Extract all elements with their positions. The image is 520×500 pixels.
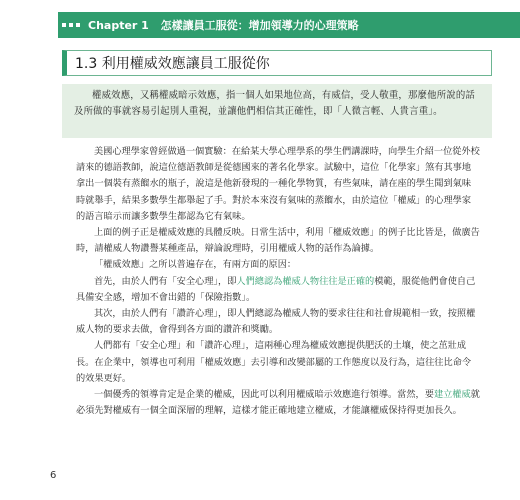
- paragraph-text: 上面的例子正是權威效應的具體反映。日常生活中，利用「權威效應」的例子比比皆是，做廣告時，請權威人物讚譽某種產品，辯論說理時，引用權威人物的話作為論據。: [76, 227, 480, 255]
- body-paragraph: [76, 387, 480, 419]
- chapter-label: Chapter 1: [88, 19, 149, 32]
- paragraph-text: 其次，由於人們有「讚許心理」，即人們總認為權威人物的要求往往和社會規範相一致，按照權威人物的要求去做，會得到各方面的讚許和獎勵。: [76, 308, 476, 336]
- chapter-header-bar: [58, 12, 520, 38]
- body-paragraph: [76, 225, 480, 257]
- chapter-header-text: [88, 17, 359, 33]
- body-text: [76, 144, 480, 419]
- paragraph-text: 首先，由於人們有「安全心理」，即: [94, 275, 237, 287]
- highlighted-text: 人們總認為權威人物往往是正確的: [236, 275, 375, 287]
- highlighted-text: 建立權威: [433, 389, 471, 401]
- header-decoration: [62, 23, 80, 27]
- paragraph-text: 「權威效應」之所以普遍存在，有兩方面的原因：: [94, 259, 297, 271]
- paragraph-text: 人們都有「安全心理」和「讚許心理」，這兩種心理為權威效應提供肥沃的土壤，使之茁壯成長。在企業中，領導也可利用「權威效應」去引導和改變部屬的工作態度以及行為，這往往比命令的效果更好。: [76, 340, 472, 384]
- page-number: 6: [50, 470, 57, 481]
- paragraph-text: 就必須先對權威有一個全面深層的理解，這樣才能正確地建立權威，才能讓權威保持得更加長久。: [76, 389, 480, 417]
- body-paragraph: [76, 338, 480, 387]
- body-paragraph: [76, 274, 480, 306]
- section-title-box: [62, 50, 492, 76]
- body-paragraph: [76, 257, 480, 273]
- definition-text: 權威效應，又稱權威暗示效應，指一個人如果地位高，有威信，受人敬重，那麼他所說的話及所做的事就容易引起別人重視，並讓他們相信其正確性，即「人微言輕、人貴言重」。: [74, 90, 476, 117]
- paragraph-text: 美國心理學家曾經做過一個實驗：在給某大學心理學系的學生們講課時，向學生介紹一位從外校請來的德語教師，說這位德語教師是從德國來的著名化學家。試驗中，這位「化學家」煞有其事地拿出一個裝有蒸餾水的瓶子，說這是他新發現的一種化學物質，有些氣味，請在座的學生聞到氣味時就舉手，結果多數學生都舉起了手。對於本來沒有氣味的蒸餾水，由於這位「權威」的心理學家的語言暗示而讓多數學生都認為它有氣味。: [76, 146, 480, 222]
- section-title: 1.3 利用權威效應讓員工服從你: [75, 56, 270, 72]
- body-paragraph: [76, 144, 480, 225]
- chapter-title: 怎樣讓員工服從：增加領導力的心理策略: [160, 19, 359, 32]
- body-paragraph: [76, 306, 480, 338]
- paragraph-text: 模範，服從他們會使自己具備安全感，增加不會出錯的「保險指數」。: [76, 275, 476, 303]
- definition-box: [62, 84, 492, 138]
- paragraph-text: 一個優秀的領導肯定是企業的權威，因此可以利用權威暗示效應進行領導。當然，要: [94, 389, 434, 401]
